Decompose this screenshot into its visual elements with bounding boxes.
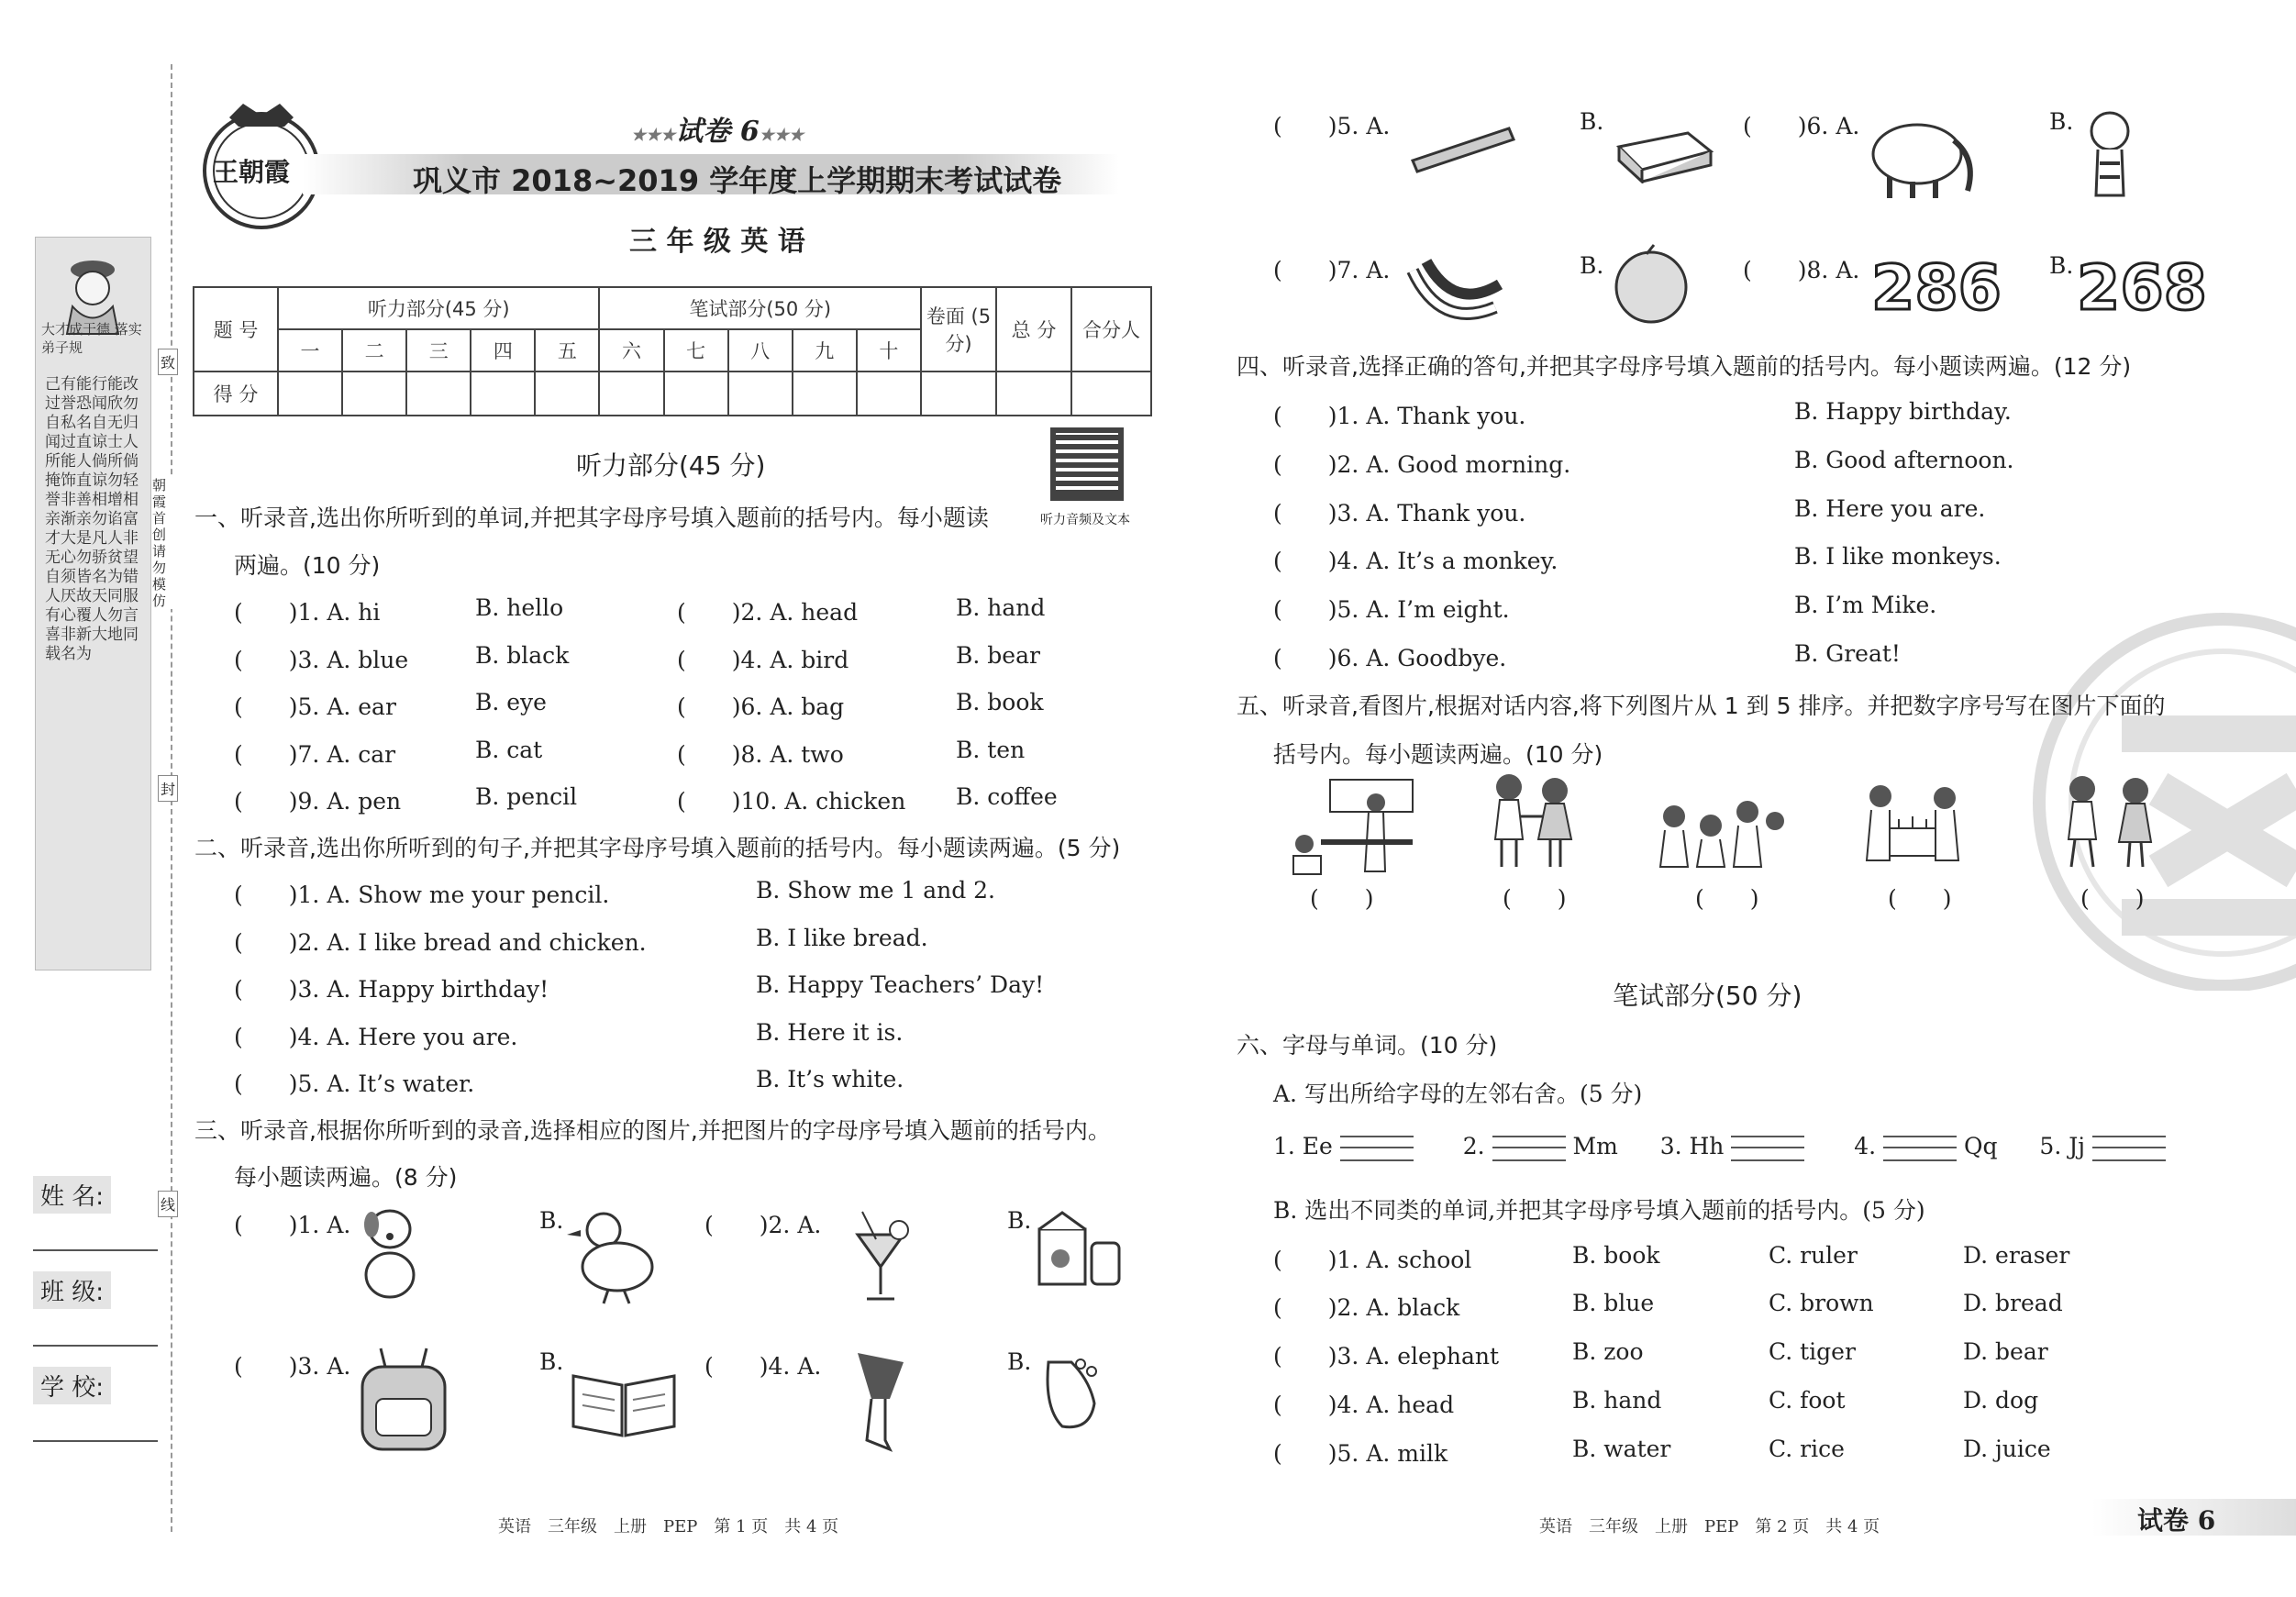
leg-picture [839,1348,913,1458]
option-b: B. book [1572,1242,1660,1269]
question-row: ( )7. A. [1273,257,1391,283]
tiger-picture [2078,108,2142,209]
orange-picture [1610,243,1692,326]
motto-text: 己有能行能改过誉恐闻欣勿自私名自无归闻过直谅士人所能人倘所倘掩饰直谅勿轻誉非善相增相亲渐亲勿谄富才大是凡人非无心勿骄贫望自须皆名为错人厌故天同服有心覆人勿言喜非新大地同载名为 [45,375,139,663]
question-row: ( )2. A. head [677,599,859,626]
part1-instruction-cont: 两遍。(10 分) [234,552,381,579]
part6b-instruction: B. 选出不同类的单词,并把其字母序号填入题前的括号内。(5 分) [1273,1197,1925,1224]
option-c: C. brown [1769,1290,1874,1316]
answer-paren[interactable]: ( ) [234,882,298,908]
answer-paren[interactable]: ( ) [1273,113,1337,139]
letter-blank[interactable] [1731,1136,1804,1161]
part2-instruction: 二、听录音,选出你所听到的句子,并把其字母序号填入题前的括号内。每小题读两遍。(5 分) [194,835,1121,861]
question-row: ( )2. A. Good morning. [1273,451,1571,478]
school-label: 学 校: [33,1367,111,1404]
footer-left: 英语 三年级 上册 PEP 第 1 页 共 4 页 [498,1517,839,1536]
margin-label-copyright: 朝霞首创 请勿模仿 [152,477,172,609]
score-cell[interactable] [1071,372,1151,416]
answer-paren[interactable]: ( ) [677,788,741,815]
answer-paren[interactable]: ( ) [234,693,298,720]
th-col: 九 [793,329,857,372]
answer-paren[interactable]: ( ) [1273,257,1337,283]
answer-paren[interactable]: ( ) [1743,113,1807,139]
option-b: B. eye [475,689,547,715]
option-b: B. cat [475,737,543,763]
banana-picture [1403,243,1504,326]
question-row: ( )3. A. elephant [1273,1343,1500,1370]
class-label: 班 级: [33,1271,111,1309]
option-b: B. black [475,642,570,669]
answer-paren[interactable]: ( ) [677,647,741,673]
option-b: B. [1580,252,1604,279]
part3-instruction: 三、听录音,根据你所听到的录音,选择相应的图片,并把图片的字母序号填入题前的括号内。 [194,1117,1111,1144]
letter-blank[interactable] [1492,1136,1566,1161]
school-field[interactable] [33,1440,158,1442]
question-row: ( )10. A. chicken [677,788,906,815]
answer-paren[interactable]: ( ) [677,741,741,768]
answer-paren[interactable]: ( ) [234,1353,298,1380]
option-d: D. dog [1963,1387,2039,1414]
th-checker: 合分人 [1071,287,1151,372]
option-b: B. It’s white. [756,1066,904,1092]
margin-label-zhi: 致 [158,349,178,375]
footer-right: 英语 三年级 上册 PEP 第 2 页 共 4 页 [1539,1517,1880,1536]
scene-answer-paren[interactable]: ( ) [1310,885,1374,912]
th-total: 总 分 [996,287,1071,372]
duck-picture [567,1207,659,1308]
score-row-label: 得 分 [194,372,278,416]
option-b: B. Happy Teachers’ Day! [756,971,1045,998]
question-row: ( )5. A. milk [1273,1440,1448,1467]
answer-paren[interactable]: ( ) [234,929,298,956]
answer-paren[interactable]: ( ) [234,741,298,768]
motto-caption: 大才成于德 落实弟子规 [41,321,142,356]
option-b: B. blue [1572,1290,1655,1316]
scene-handshake-picture [1481,771,1582,871]
option-b: B. I like monkeys. [1794,543,2002,570]
question-row: ( )2. A. black [1273,1294,1460,1321]
part1-instruction: 一、听录音,选出你所听到的单词,并把其字母序号填入题前的括号内。每小题读 [194,505,989,531]
th-col: 一 [278,329,342,372]
option-b: B. ten [956,737,1026,763]
score-cell[interactable] [857,372,921,416]
listening-title: 听力部分(45 分) [576,450,766,481]
margin-label-xian: 线 [158,1191,178,1217]
answer-paren[interactable]: ( ) [234,647,298,673]
answer-paren[interactable]: ( ) [234,1212,298,1238]
option-d: D. juice [1963,1436,2051,1462]
part4-instruction: 四、听录音,选择正确的答句,并把其字母序号填入题前的括号内。每小题读两遍。(12 分) [1237,353,2132,380]
question-row: ( )6. A. bag [677,693,845,720]
exam-subtitle: 三 年 级 英 语 [629,226,805,258]
th-item-no: 题 号 [194,287,278,372]
letter-blank[interactable] [1340,1136,1414,1161]
answer-paren[interactable]: ( ) [234,788,298,815]
option-b: B. hello [475,594,564,621]
footer-paper-tag: 试卷 6 [2137,1505,2216,1536]
answer-paren[interactable]: ( ) [234,976,298,1003]
question-row: ( )9. A. pen [234,788,402,815]
paper-number: ★★★试卷 6★★★ [631,116,804,148]
option-b: B. hand [1572,1387,1662,1414]
question-row: ( )3. A. [234,1353,351,1380]
answer-paren[interactable]: ( ) [1273,1294,1337,1321]
option-b: B. Here you are. [1794,495,1986,522]
option-b: B. [2049,252,2074,279]
answer-paren[interactable]: ( ) [1273,1247,1337,1273]
class-field[interactable] [33,1345,158,1347]
option-b: B. Great! [1794,640,1901,667]
option-b: B. [1007,1348,1032,1375]
option-c: C. ruler [1769,1242,1858,1269]
question-row: ( )4. A. head [1273,1392,1455,1418]
qr-caption: 听力音频及文本 [1040,513,1130,527]
question-row: ( )2. A. [704,1212,822,1238]
question-row: ( )5. A. It’s water. [234,1070,475,1097]
question-row: ( )8. A. two [677,741,844,768]
option-b: B. [539,1348,564,1375]
option-b: B. coffee [956,783,1058,810]
answer-paren[interactable]: ( ) [1273,1392,1337,1418]
answer-paren[interactable]: ( ) [234,599,298,626]
option-c: C. foot [1769,1387,1846,1414]
bag-picture [353,1344,454,1454]
question-row: ( )5. A. ear [234,693,396,720]
option-b: B. hand [956,594,1046,621]
score-cell[interactable] [599,372,663,416]
option-d: D. bear [1963,1338,2048,1365]
scene-party-picture [1651,789,1789,871]
scene-answer-paren[interactable]: ( ) [1503,885,1567,912]
option-b: B. Show me 1 and 2. [756,877,995,904]
qr-code[interactable] [1050,427,1124,501]
question-row: ( )2. A. I like bread and chicken. [234,929,647,956]
option-b: B. Good afternoon. [1794,447,2014,473]
answer-paren[interactable]: ( ) [1273,596,1337,623]
th-col: 六 [599,329,663,372]
scene-classroom-picture [1284,775,1422,876]
exam-title: 巩义市 2018~2019 学年度上学期期末考试试卷 [413,163,1062,198]
option-b: B. [1007,1207,1032,1234]
score-cell[interactable] [664,372,728,416]
question-row: ( )1. A. Thank you. [1273,403,1526,429]
milk-picture [1035,1211,1126,1293]
question-row: ( )4. A. bird [677,647,849,673]
th-col: 三 [406,329,471,372]
option-b: B. zoo [1572,1338,1644,1365]
question-row: ( )3. A. Happy birthday! [234,976,549,1003]
name-label: 姓 名: [33,1176,111,1214]
th-neatness: 卷面 (5 分) [921,287,996,372]
answer-paren[interactable]: ( ) [1273,1343,1337,1370]
elephant-picture [1862,108,1981,200]
th-col: 五 [535,329,599,372]
answer-paren[interactable]: ( ) [234,1024,298,1050]
question-row: ( )4. A. Here you are. [234,1024,518,1050]
score-cell[interactable] [535,372,599,416]
question-row: ( )1. A. Show me your pencil. [234,882,610,908]
option-b: B. [1580,108,1604,135]
part5-instruction: 五、听录音,看图片,根据对话内容,将下列图片从 1 到 5 排序。并把数字序号写在图片下面的 [1237,693,2166,719]
score-table [193,286,1152,416]
question-row: ( )3. A. blue [234,647,409,673]
answer-paren[interactable]: ( ) [677,599,741,626]
option-c: C. tiger [1769,1338,1856,1365]
th-listening: 听力部分(45 分) [278,287,599,329]
th-col: 四 [471,329,535,372]
option-b: B. book [956,689,1044,715]
question-row: ( )6. A. [1743,113,1860,139]
score-cell[interactable] [793,372,857,416]
option-b: B. I like bread. [756,925,928,951]
scene-answer-paren[interactable]: ( ) [2080,885,2145,912]
part3-instruction-cont: 每小题读两遍。(8 分) [234,1164,458,1191]
book-picture [569,1367,679,1440]
answer-paren[interactable]: ( ) [1273,403,1337,429]
option-b: B. I’m Mike. [1794,592,1937,618]
answer-paren[interactable]: ( ) [234,1070,298,1097]
name-field[interactable] [33,1249,158,1251]
option-b: B. [539,1207,564,1234]
score-cell[interactable] [406,372,471,416]
score-cell[interactable] [996,372,1071,416]
number-picture-a: 286 [1871,252,2002,325]
question-row: ( )3. A. Thank you. [1273,500,1526,527]
answer-paren[interactable]: ( ) [1273,645,1337,671]
letter-blank[interactable] [2092,1136,2166,1161]
logo-text: 王朝霞 [213,157,291,187]
score-cell[interactable] [342,372,406,416]
part5-instruction-cont: 括号内。每小题读两遍。(10 分) [1273,741,1603,768]
question-row: ( )7. A. car [234,741,396,768]
option-b: B. [2049,108,2074,135]
question-row: ( )1. A. hi [234,599,381,626]
written-title: 笔试部分(50 分) [1613,981,1802,1011]
answer-paren[interactable]: ( ) [704,1353,769,1380]
number-picture-b: 268 [2077,252,2207,325]
motto-panel [35,237,151,970]
part6-instruction: 六、字母与单词。(10 分) [1237,1032,1498,1059]
answer-paren[interactable]: ( ) [704,1212,769,1238]
option-d: D. eraser [1963,1242,2070,1269]
ruler-picture [1408,119,1518,174]
th-col: 二 [342,329,406,372]
option-b: B. Here it is. [756,1019,904,1046]
juice-picture [849,1207,913,1308]
margin-label-feng: 封 [158,775,178,802]
answer-paren[interactable]: ( ) [1743,257,1807,283]
score-cell[interactable] [728,372,793,416]
scene-answer-paren[interactable]: ( ) [1695,885,1759,912]
letter-row: 1. Ee 2. Mm 3. Hh 4. Qq 5. Jj [1273,1133,2166,1161]
option-b: B. pencil [475,783,578,810]
th-written: 笔试部分(50 分) [599,287,921,329]
question-row: ( )5. A. I’m eight. [1273,596,1510,623]
scene-answer-paren[interactable]: ( ) [1888,885,1952,912]
th-col: 七 [664,329,728,372]
question-row: ( )6. A. Goodbye. [1273,645,1507,671]
answer-paren[interactable]: ( ) [1273,1440,1337,1467]
letter-blank[interactable] [1883,1136,1957,1161]
option-b: B. Happy birthday. [1794,398,2012,425]
answer-paren[interactable]: ( ) [1273,500,1337,527]
option-d: D. bread [1963,1290,2063,1316]
question-row: ( )1. A. [234,1212,351,1238]
option-b: B. bear [956,642,1040,669]
question-row: ( )4. A. It’s a monkey. [1273,548,1558,574]
question-row: ( )8. A. [1743,257,1860,283]
score-cell[interactable] [471,372,535,416]
scene-birthday-picture [1858,778,1968,870]
option-b: B. water [1572,1436,1671,1462]
question-row: ( )4. A. [704,1353,822,1380]
answer-paren[interactable]: ( ) [1273,451,1337,478]
score-cell[interactable] [921,372,996,416]
question-row: ( )5. A. [1273,113,1391,139]
answer-paren[interactable]: ( ) [677,693,741,720]
score-cell[interactable] [278,372,342,416]
scene-goodbye-picture [2055,771,2165,871]
foot-picture [1035,1353,1108,1436]
option-c: C. rice [1769,1436,1845,1462]
part6a-instruction: A. 写出所给字母的左邻右舍。(5 分) [1273,1081,1643,1107]
eraser-picture [1614,128,1715,183]
th-col: 八 [728,329,793,372]
question-row: ( )1. A. school [1273,1247,1472,1273]
th-col: 十 [857,329,921,372]
answer-paren[interactable]: ( ) [1273,548,1337,574]
dog-picture [353,1202,427,1303]
